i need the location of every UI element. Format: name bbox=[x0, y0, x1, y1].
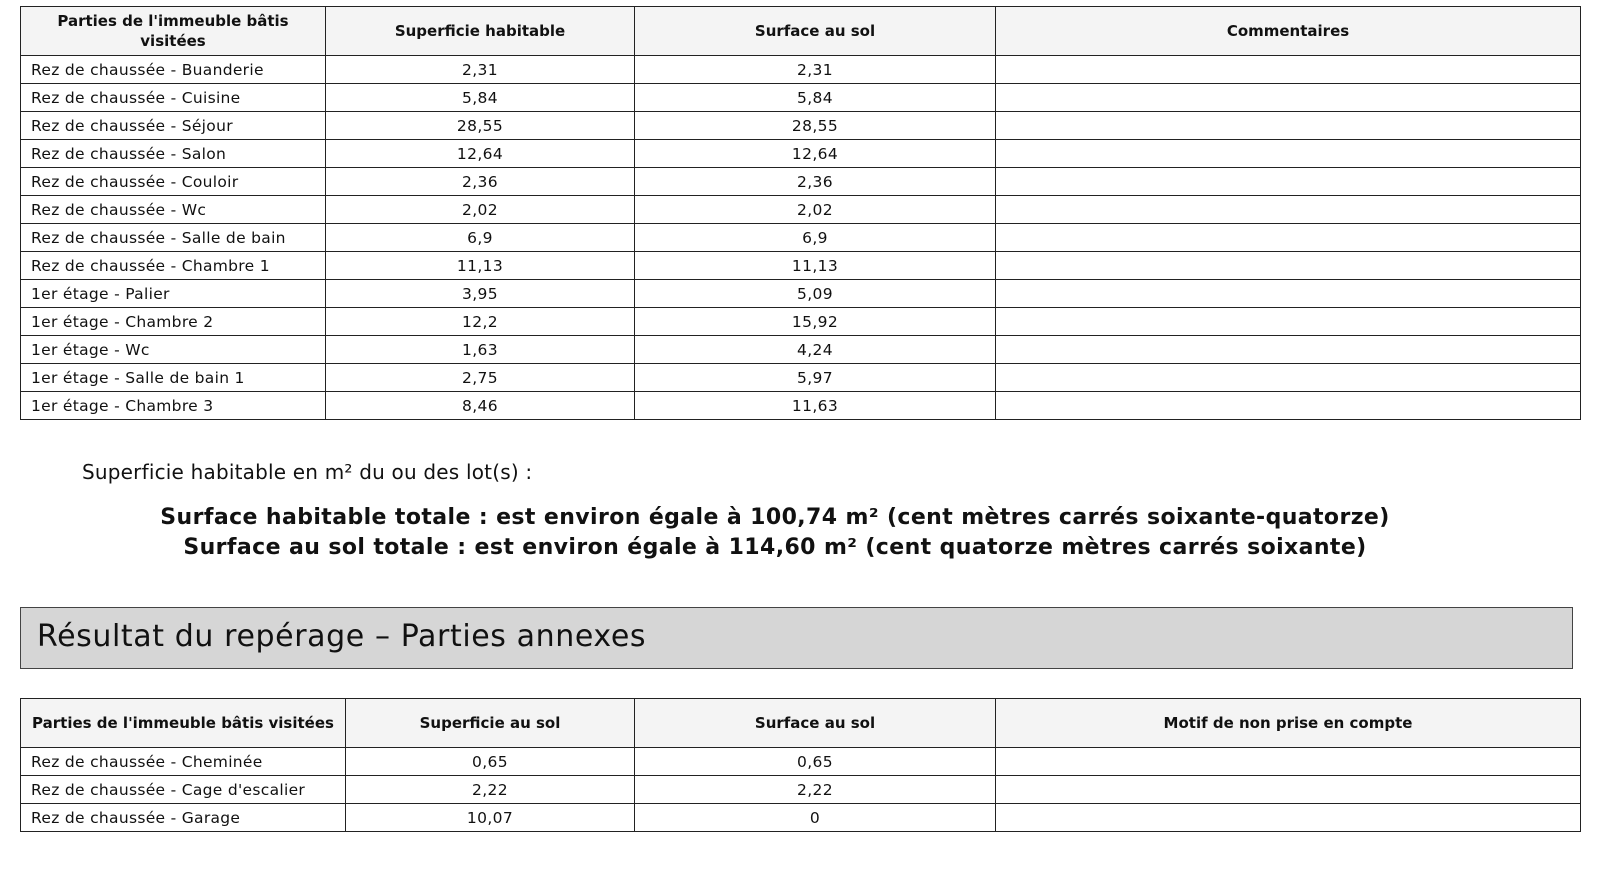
cell-habitable: 1,63 bbox=[326, 336, 635, 364]
cell-comment bbox=[996, 140, 1581, 168]
cell-part: Rez de chaussée - Cage d'escalier bbox=[21, 776, 346, 804]
cell-superficie: 2,22 bbox=[346, 776, 635, 804]
cell-habitable: 12,2 bbox=[326, 308, 635, 336]
total-habitable-surface: Surface habitable totale : est environ égale à 100,74 m² (cent mètres carrés soixante-quatorze) bbox=[160, 505, 1390, 530]
section-title-annexes: Résultat du repérage – Parties annexes bbox=[20, 607, 1573, 669]
cell-comment bbox=[996, 280, 1581, 308]
table-row bbox=[21, 392, 1581, 420]
table-row bbox=[21, 776, 1581, 804]
cell-sol: 5,84 bbox=[635, 84, 996, 112]
col-header-sol: Surface au sol bbox=[635, 7, 996, 56]
cell-sol: 12,64 bbox=[635, 140, 996, 168]
cell-sol: 2,31 bbox=[635, 56, 996, 84]
cell-habitable: 3,95 bbox=[326, 280, 635, 308]
cell-superficie: 0,65 bbox=[346, 748, 635, 776]
cell-sol: 11,13 bbox=[635, 252, 996, 280]
annex-surfaces-table bbox=[20, 698, 1581, 832]
cell-part: Rez de chaussée - Couloir bbox=[21, 168, 326, 196]
cell-part: 1er étage - Wc bbox=[21, 336, 326, 364]
cell-motif bbox=[996, 776, 1581, 804]
table-row bbox=[21, 364, 1581, 392]
cell-sol: 0,65 bbox=[635, 748, 996, 776]
cell-motif bbox=[996, 748, 1581, 776]
cell-comment bbox=[996, 112, 1581, 140]
cell-habitable: 12,64 bbox=[326, 140, 635, 168]
cell-part: Rez de chaussée - Chambre 1 bbox=[21, 252, 326, 280]
cell-sol: 2,22 bbox=[635, 776, 996, 804]
cell-part: 1er étage - Chambre 3 bbox=[21, 392, 326, 420]
col-header-sol: Surface au sol bbox=[635, 699, 996, 748]
table-row bbox=[21, 84, 1581, 112]
table-row bbox=[21, 224, 1581, 252]
col-header-motif: Motif de non prise en compte bbox=[996, 699, 1581, 748]
cell-sol: 11,63 bbox=[635, 392, 996, 420]
table-row bbox=[21, 804, 1581, 832]
cell-habitable: 2,02 bbox=[326, 196, 635, 224]
cell-comment bbox=[996, 196, 1581, 224]
cell-sol: 5,97 bbox=[635, 364, 996, 392]
table-row bbox=[21, 112, 1581, 140]
cell-habitable: 28,55 bbox=[326, 112, 635, 140]
cell-part: 1er étage - Salle de bain 1 bbox=[21, 364, 326, 392]
cell-part: Rez de chaussée - Salle de bain bbox=[21, 224, 326, 252]
cell-part: Rez de chaussée - Garage bbox=[21, 804, 346, 832]
cell-part: Rez de chaussée - Cuisine bbox=[21, 84, 326, 112]
table-row bbox=[21, 308, 1581, 336]
col-header-parts: Parties de l'immeuble bâtis visitées bbox=[21, 699, 346, 748]
cell-part: Rez de chaussée - Séjour bbox=[21, 112, 326, 140]
table-row bbox=[21, 252, 1581, 280]
cell-comment bbox=[996, 84, 1581, 112]
table-row bbox=[21, 140, 1581, 168]
cell-part: 1er étage - Chambre 2 bbox=[21, 308, 326, 336]
cell-sol: 2,02 bbox=[635, 196, 996, 224]
table-row bbox=[21, 168, 1581, 196]
cell-comment bbox=[996, 392, 1581, 420]
cell-habitable: 5,84 bbox=[326, 84, 635, 112]
cell-sol: 2,36 bbox=[635, 168, 996, 196]
cell-sol: 0 bbox=[635, 804, 996, 832]
col-header-habitable: Superficie habitable bbox=[326, 7, 635, 56]
cell-sol: 6,9 bbox=[635, 224, 996, 252]
cell-part: Rez de chaussée - Salon bbox=[21, 140, 326, 168]
cell-sol: 4,24 bbox=[635, 336, 996, 364]
cell-motif bbox=[996, 804, 1581, 832]
cell-habitable: 2,36 bbox=[326, 168, 635, 196]
cell-sol: 5,09 bbox=[635, 280, 996, 308]
cell-part: 1er étage - Palier bbox=[21, 280, 326, 308]
cell-sol: 28,55 bbox=[635, 112, 996, 140]
cell-sol: 15,92 bbox=[635, 308, 996, 336]
table-header-row bbox=[21, 699, 1581, 748]
col-header-superficie-sol: Superficie au sol bbox=[346, 699, 635, 748]
cell-habitable: 2,75 bbox=[326, 364, 635, 392]
cell-comment bbox=[996, 56, 1581, 84]
table-row bbox=[21, 280, 1581, 308]
total-floor-surface: Surface au sol totale : est environ égale à 114,60 m² (cent quatorze mètres carrés soixante) bbox=[183, 535, 1367, 560]
cell-comment bbox=[996, 364, 1581, 392]
cell-part: Rez de chaussée - Wc bbox=[21, 196, 326, 224]
table-row bbox=[21, 196, 1581, 224]
col-header-parts: Parties de l'immeuble bâtis visitées bbox=[21, 7, 326, 56]
table-header-row bbox=[21, 7, 1581, 56]
cell-habitable: 6,9 bbox=[326, 224, 635, 252]
cell-comment bbox=[996, 224, 1581, 252]
table-row bbox=[21, 56, 1581, 84]
cell-comment bbox=[996, 252, 1581, 280]
cell-comment bbox=[996, 168, 1581, 196]
habitable-surfaces-table bbox=[20, 6, 1581, 420]
cell-habitable: 11,13 bbox=[326, 252, 635, 280]
cell-comment bbox=[996, 308, 1581, 336]
cell-habitable: 2,31 bbox=[326, 56, 635, 84]
cell-part: Rez de chaussée - Cheminée bbox=[21, 748, 346, 776]
cell-habitable: 8,46 bbox=[326, 392, 635, 420]
cell-comment bbox=[996, 336, 1581, 364]
col-header-comments: Commentaires bbox=[996, 7, 1581, 56]
cell-part: Rez de chaussée - Buanderie bbox=[21, 56, 326, 84]
table-row bbox=[21, 336, 1581, 364]
table-row bbox=[21, 748, 1581, 776]
cell-superficie: 10,07 bbox=[346, 804, 635, 832]
habitable-surface-label: Superficie habitable en m² du ou des lot(s) : bbox=[82, 460, 533, 484]
